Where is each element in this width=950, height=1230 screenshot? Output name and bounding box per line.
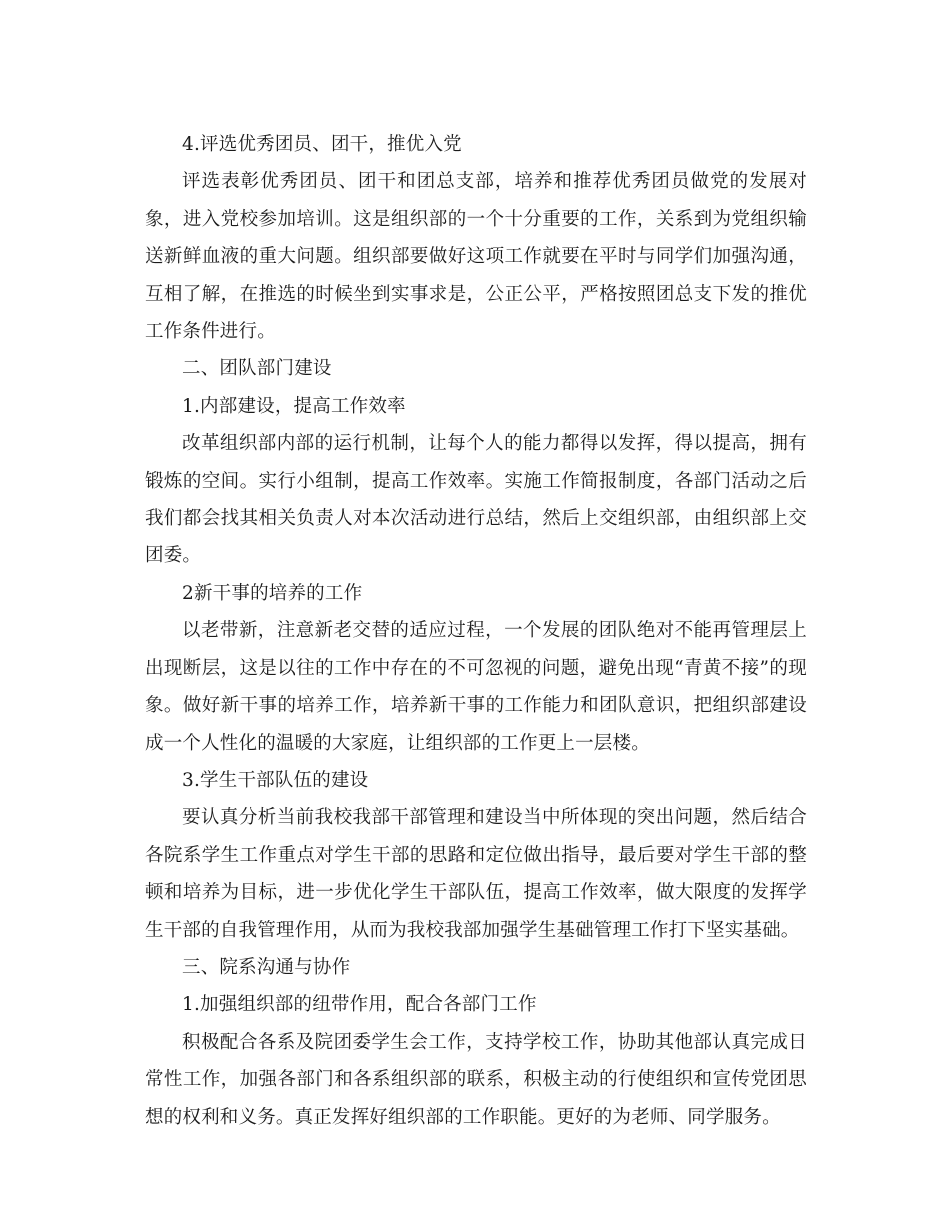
body-paragraph: 要认真分析当前我校我部干部管理和建设当中所体现的突出问题，然后结合各院系学生工作重点对学生干部的思路和定位做出指导，最后要对学生干部的整顿和培养为目标，进一步优化学生干部队伍，提高工作效率，做大限度的发挥学生干部的自我管理作用，从而为我校我部加强学生基础管理工作打下坚实基础。 [145,807,807,941]
section-heading: 三、院系沟通与协作 [182,956,351,978]
section-heading: 1.内部建设，提高工作效率 [182,395,406,417]
section-heading: 4.评选优秀团员、团干，推优入党 [182,134,462,155]
section-heading: 2新干事的培养的工作 [182,582,363,604]
document-body [145,126,807,1136]
body-paragraph: 以老带新，注意新老交替的适应过程，一个发展的团队绝对不能再管理层上出现断层，这是以往的工作中存在的不可忽视的问题，避免出现“青黄不接”的现象。做好新干事的培养工作，培养新干事的工作能力和团队意识，把组织部建设成一个人性化的温暖的大家庭，让组织部的工作更上一层楼。 [145,620,807,754]
section-heading: 二、团队部门建设 [182,358,332,380]
body-paragraph: 积极配合各系及院团委学生会工作，支持学校工作，协助其他部认真完成日常性工作，加强各部门和各系组织部的联系，积极主动的行使组织和宣传党团思想的权利和义务。真正发挥好组织部的工作职能。更好的为老师、同学服务。 [145,1031,807,1128]
section-heading: 1.加强组织部的纽带作用，配合各部门工作 [182,994,537,1016]
body-paragraph: 改革组织部内部的运行机制，让每个人的能力都得以发挥，得以提高，拥有锻炼的空间。实行小组制，提高工作效率。实施工作简报制度，各部门活动之后我们都会找其相关负责人对本次活动进行总结，然后上交组织部，由组织部上交团委。 [145,433,807,567]
section-heading: 3.学生干部队伍的建设 [182,769,369,791]
body-paragraph: 评选表彰优秀团员、团干和团总支部，培养和推荐优秀团员做党的发展对象，进入党校参加培训。这是组织部的一个十分重要的工作，关系到为党组织输送新鲜血液的重大问题。组织部要做好这项工作就要在平时与同学们加强沟通，互相了解，在推选的时候坐到实事求是，公正公平，严格按照团总支下发的推优工作条件进行。 [145,171,807,343]
